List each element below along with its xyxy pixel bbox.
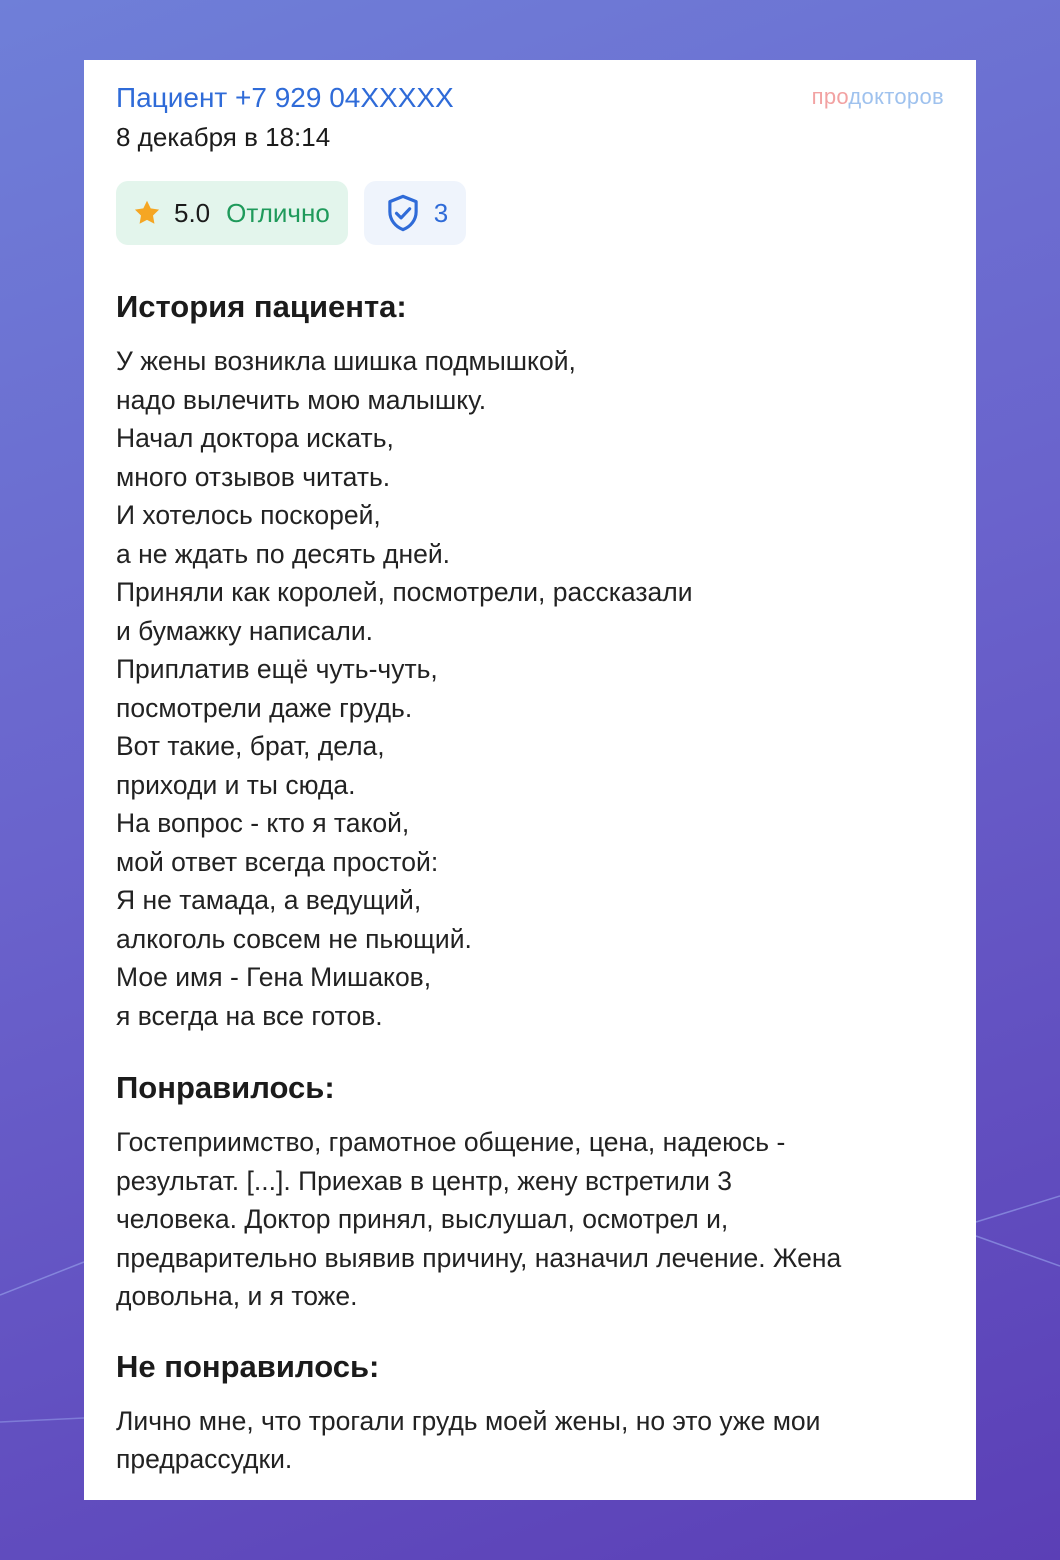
verification-count: 3: [433, 197, 449, 228]
star-icon: [132, 198, 162, 228]
history-line: а не ждать по десять дней.: [116, 538, 451, 569]
author-link[interactable]: Пациент +7 929 04XXXXX: [116, 82, 454, 113]
rating-label: Отлично: [226, 197, 330, 228]
review-card: [84, 60, 976, 1500]
disliked-title: Не понравилось:: [116, 1348, 380, 1384]
history-line: приходи и ты сюда.: [116, 769, 356, 800]
logo-part-2: докторов: [848, 84, 944, 109]
history-line: И хотелось поскорей,: [116, 500, 381, 530]
history-line: много отзывов читать.: [116, 461, 391, 492]
rating-score: 5.0: [174, 197, 211, 228]
history-line: Мое имя - Гена Мишаков,: [116, 962, 432, 992]
history-text: [116, 342, 944, 1035]
liked-line: результат. [...]. Приехав в центр, жену встретили 3: [116, 1165, 733, 1196]
history-line: Я не тамада, а ведущий,: [116, 885, 422, 915]
history-line: я всегда на все готов.: [116, 1000, 383, 1031]
brand-logo: [812, 82, 944, 112]
disliked-text: [116, 1402, 944, 1479]
rating-badge[interactable]: [116, 181, 348, 245]
disliked-line: Лично мне, что трогали грудь моей жены, но это уже мои: [116, 1405, 821, 1436]
shield-check-icon: [382, 192, 424, 234]
history-line: Начал доктора искать,: [116, 423, 394, 453]
liked-text: [116, 1123, 944, 1316]
liked-line: Гостеприимство, грамотное общение, цена, надеюсь -: [116, 1127, 786, 1157]
history-line: посмотрели даже грудь.: [116, 692, 413, 723]
history-line: Приплатив ещё чуть-чуть,: [116, 654, 438, 684]
review-badges: [116, 181, 944, 245]
history-line: мой ответ всегда простой:: [116, 846, 439, 877]
logo-part-1: про: [811, 84, 849, 109]
history-line: алкоголь совсем не пьющий.: [116, 923, 472, 954]
history-title: История пациента:: [116, 289, 407, 324]
history-line: На вопрос - кто я такой,: [116, 808, 410, 838]
liked-line: довольна, и я тоже.: [116, 1281, 358, 1311]
disliked-line: предрассудки.: [116, 1444, 293, 1474]
review-date: 8 декабря в 18:14: [116, 122, 331, 152]
history-line: надо вылечить мою малышку.: [116, 384, 487, 415]
history-line: и бумажку написали.: [116, 615, 374, 646]
liked-title: Понравилось:: [116, 1070, 335, 1105]
history-line: У жены возникла шишка подмышкой,: [116, 346, 576, 376]
history-line: Вот такие, брат, дела,: [116, 731, 385, 761]
verification-badge[interactable]: [364, 181, 466, 245]
history-line: Приняли как королей, посмотрели, рассказали: [116, 577, 693, 607]
review-header: [116, 78, 944, 156]
liked-line: человека. Доктор принял, выслушал, осмотрел и,: [116, 1204, 729, 1234]
liked-line: предварительно выявив причину, назначил лечение. Жена: [116, 1242, 842, 1273]
